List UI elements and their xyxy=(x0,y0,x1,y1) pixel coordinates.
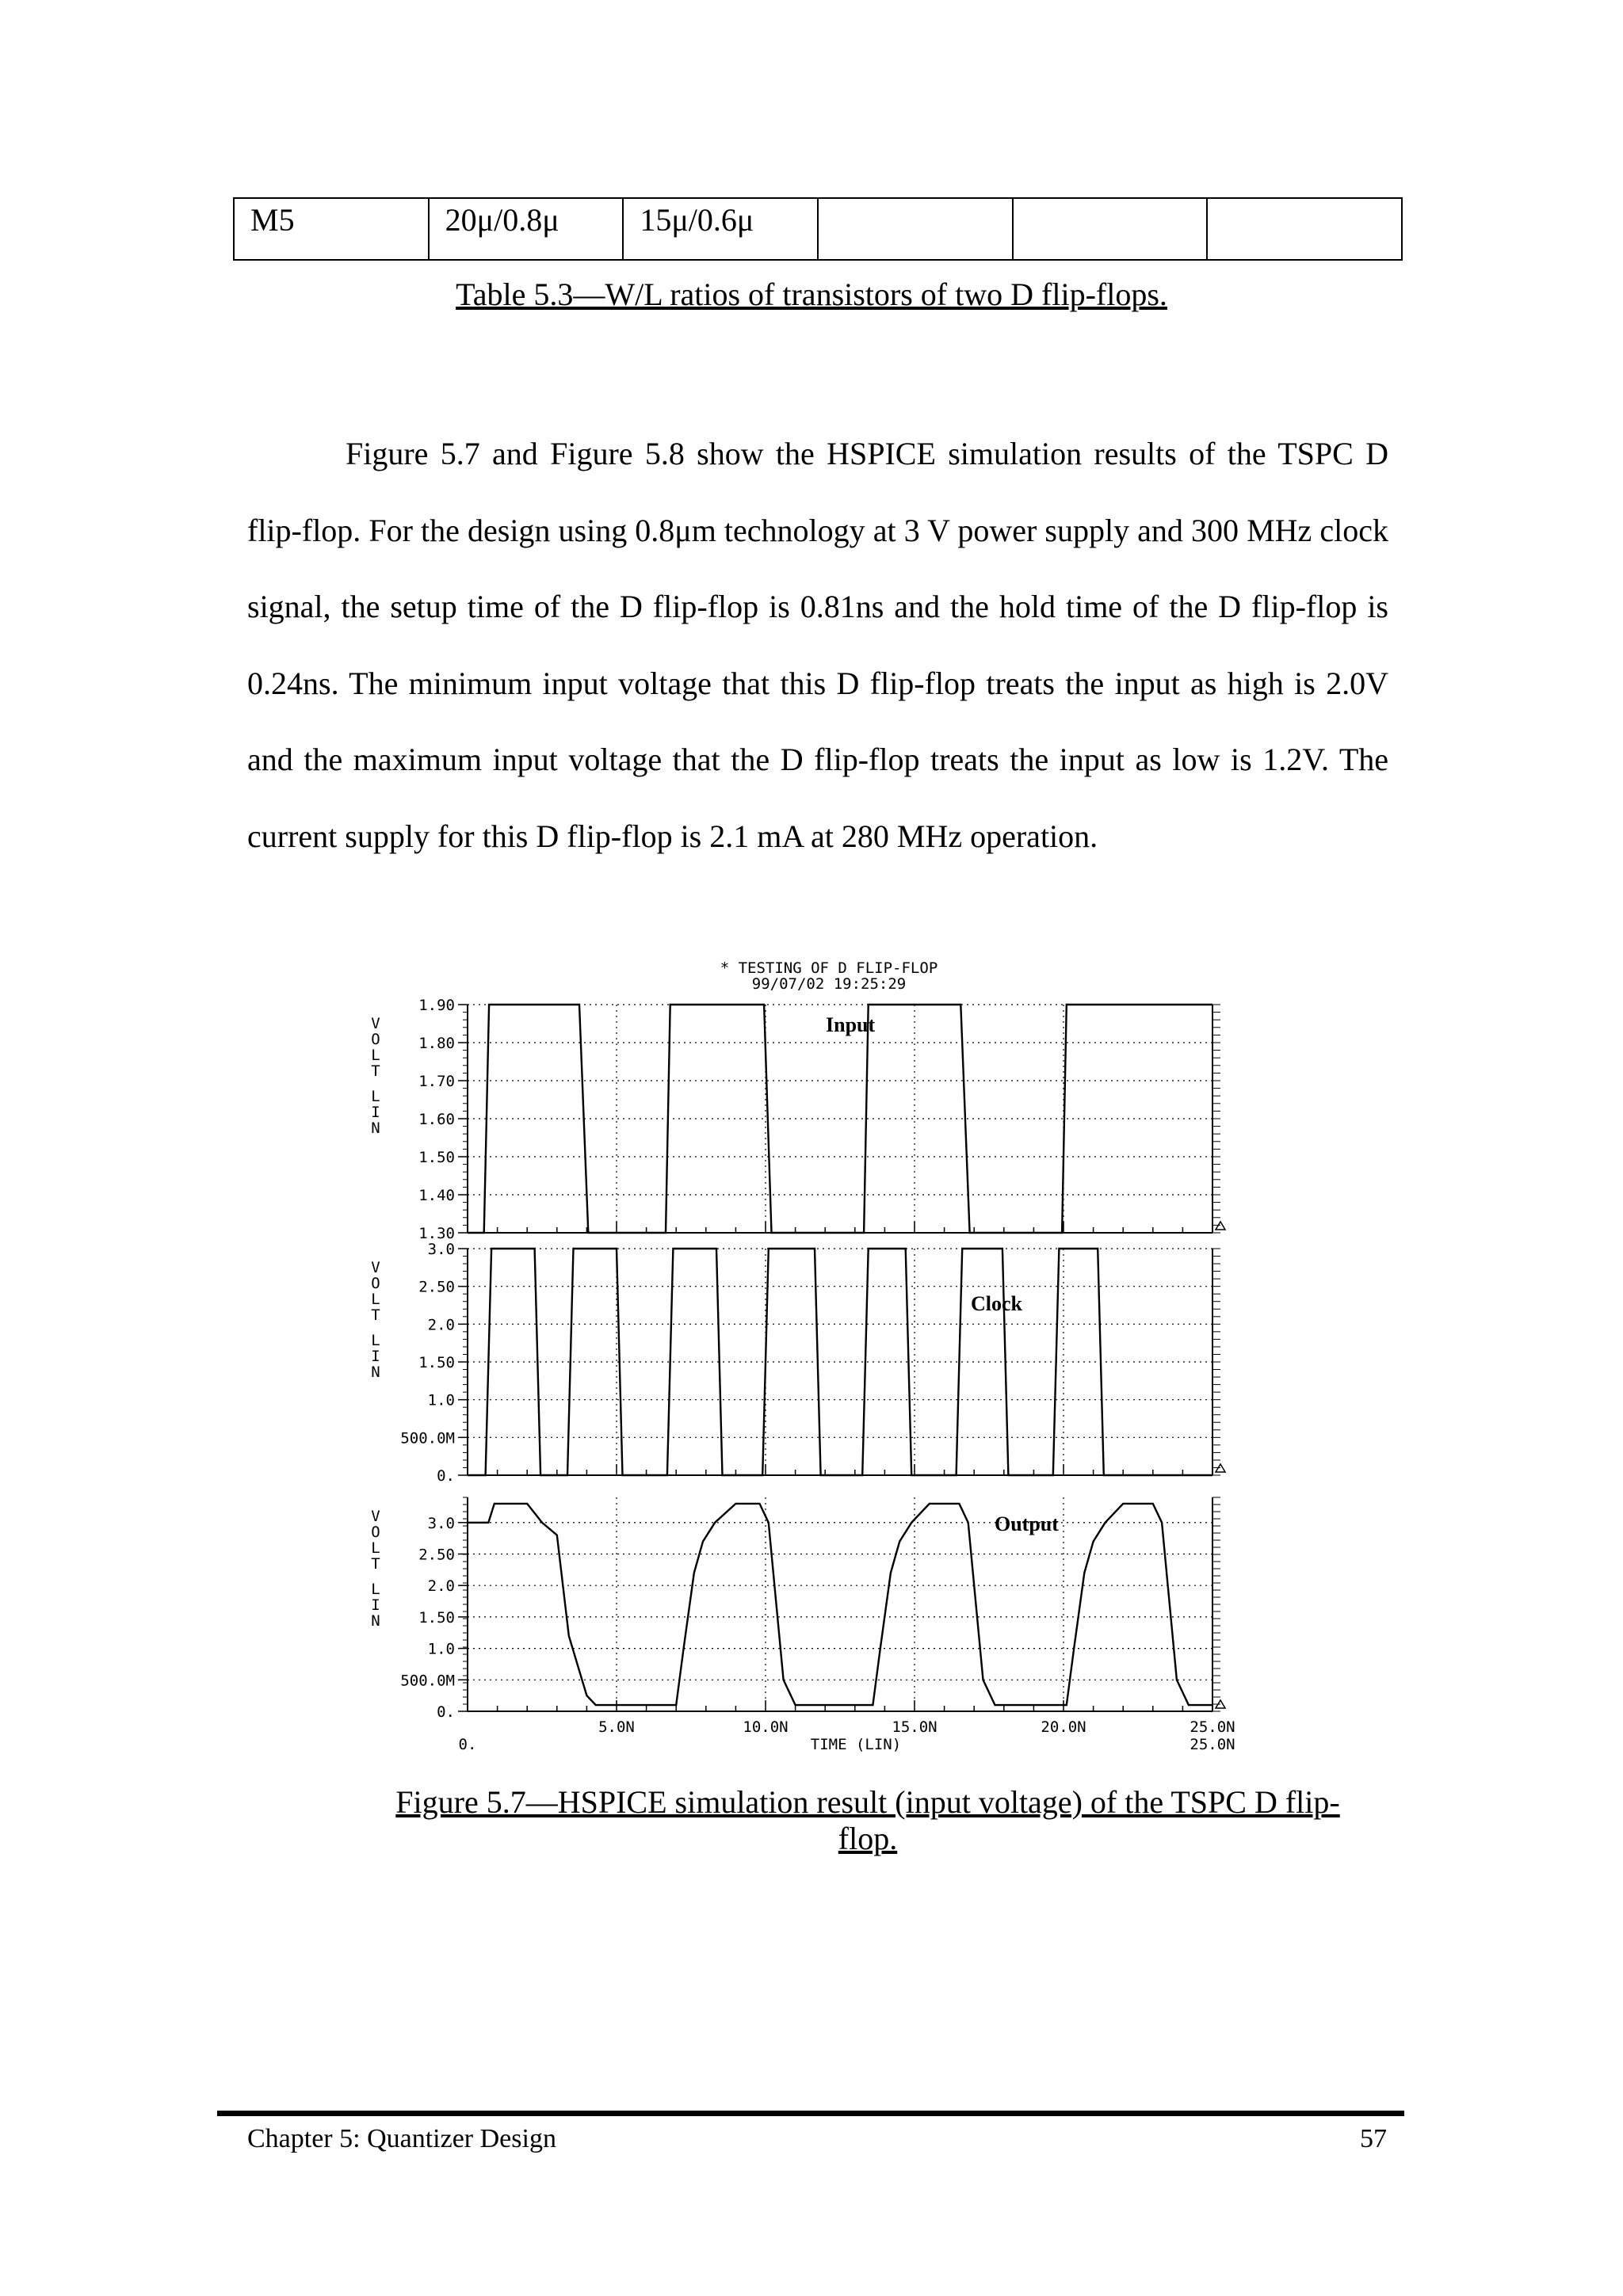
x-axis-label: TIME (LIN) xyxy=(810,1736,902,1753)
y-tick-label: 0. xyxy=(437,1703,455,1721)
y-tick-label: 1.60 xyxy=(418,1111,455,1128)
x-tick-label: 10.0N xyxy=(743,1718,789,1736)
y-axis-label-letter: O xyxy=(371,1275,380,1292)
page-number: 57 xyxy=(1360,2124,1387,2153)
y-tick-label: 1.90 xyxy=(418,997,455,1014)
y-tick-label: 500.0M xyxy=(400,1672,455,1690)
series-label-output: Output xyxy=(995,1512,1059,1535)
y-tick-label: 2.50 xyxy=(418,1278,455,1296)
y-tick-label: 1.30 xyxy=(418,1225,455,1242)
y-tick-label: 0. xyxy=(437,1467,455,1485)
y-tick-label: 1.40 xyxy=(418,1187,455,1204)
y-axis-label-letter: I xyxy=(371,1104,380,1121)
end-marker xyxy=(1216,1222,1225,1230)
table-cell: 20μ/0.8μ xyxy=(429,198,624,260)
y-axis-label-letter: V xyxy=(371,1015,380,1032)
y-axis-label-letter: N xyxy=(371,1612,380,1630)
x-tick-label: 0. xyxy=(458,1736,477,1753)
y-axis-label-letter: L xyxy=(371,1332,380,1349)
y-axis-label-letter: N xyxy=(371,1119,380,1137)
y-axis-label-letter: N xyxy=(371,1363,380,1381)
end-marker xyxy=(1216,1464,1225,1472)
body-paragraph-text: Figure 5.7 and Figure 5.8 show the HSPICE simulation results of the TSPC D flip-flop. For the design using 0.8μm technology at 3 V power supply and 300 MHz clock signal, the setup time of the D flip-flop is 0.81ns and the hold time of the D flip-flop is 0.24ns. The minimum input voltage that this D flip-flop treats the input as high is 2.0V and the maximum input voltage that the D flip-flop treats the input as low is 1.2V. The current supply for this D flip-flop is 2.1 mA at 280 MHz operation. xyxy=(247,436,1388,854)
y-tick-label: 1.70 xyxy=(418,1073,455,1090)
y-axis-label-letter: O xyxy=(371,1524,380,1541)
y-tick-label: 1.50 xyxy=(418,1149,455,1166)
footer-chapter-title: Chapter 5: Quantizer Design xyxy=(247,2124,556,2153)
y-tick-label: 1.0 xyxy=(427,1391,455,1409)
footer-divider xyxy=(217,2111,1404,2116)
y-axis-label-letter: L xyxy=(371,1047,380,1064)
y-tick-label: 3.0 xyxy=(427,1241,455,1258)
series-label-input: Input xyxy=(826,1013,876,1036)
y-axis-label-letter: L xyxy=(371,1291,380,1308)
y-axis-label-letter: I xyxy=(371,1348,380,1365)
x-tick-label: 20.0N xyxy=(1041,1718,1086,1736)
y-tick-label: 1.50 xyxy=(418,1354,455,1371)
y-tick-label: 3.0 xyxy=(427,1514,455,1532)
y-tick-label: 2.0 xyxy=(427,1577,455,1596)
y-axis-label-letter: V xyxy=(371,1259,380,1276)
y-axis-label-letter: I xyxy=(371,1596,380,1614)
y-tick-label: 2.0 xyxy=(427,1316,455,1334)
x-tick-label: 15.0N xyxy=(892,1718,938,1736)
x-tick-label: 5.0N xyxy=(598,1718,635,1736)
table-cell: M5 xyxy=(234,198,429,260)
y-axis-label-letter: L xyxy=(371,1088,380,1105)
figure-caption: Figure 5.7—HSPICE simulation result (input voltage) of the TSPC D flip-flop. xyxy=(395,1784,1340,1856)
y-tick-label: 2.50 xyxy=(418,1546,455,1564)
y-tick-label: 1.0 xyxy=(427,1640,455,1658)
chart-subtitle: 99/07/02 19:25:29 xyxy=(751,975,907,993)
x-end-label: 25.0N xyxy=(1190,1736,1235,1753)
y-axis-label-letter: V xyxy=(371,1508,380,1525)
y-axis-label-letter: O xyxy=(371,1031,380,1048)
y-axis-label-letter: T xyxy=(371,1555,380,1573)
x-tick-label: 25.0N xyxy=(1190,1718,1235,1736)
chart-title: * TESTING OF D FLIP-FLOP xyxy=(720,959,938,977)
y-axis-label-letter: T xyxy=(371,1062,380,1080)
y-axis-label-letter: L xyxy=(371,1539,380,1557)
y-tick-label: 1.80 xyxy=(418,1035,455,1052)
table-caption: Table 5.3—W/L ratios of transistors of two D flip-flops. xyxy=(456,277,1167,312)
y-axis-label-letter: L xyxy=(371,1581,380,1598)
y-axis-label-letter: T xyxy=(371,1306,380,1324)
y-tick-label: 1.50 xyxy=(418,1608,455,1627)
series-line-output xyxy=(468,1504,1212,1705)
series-label-clock: Clock xyxy=(971,1292,1022,1315)
table-cell: 15μ/0.6μ xyxy=(623,198,818,260)
y-tick-label: 500.0M xyxy=(400,1429,455,1447)
